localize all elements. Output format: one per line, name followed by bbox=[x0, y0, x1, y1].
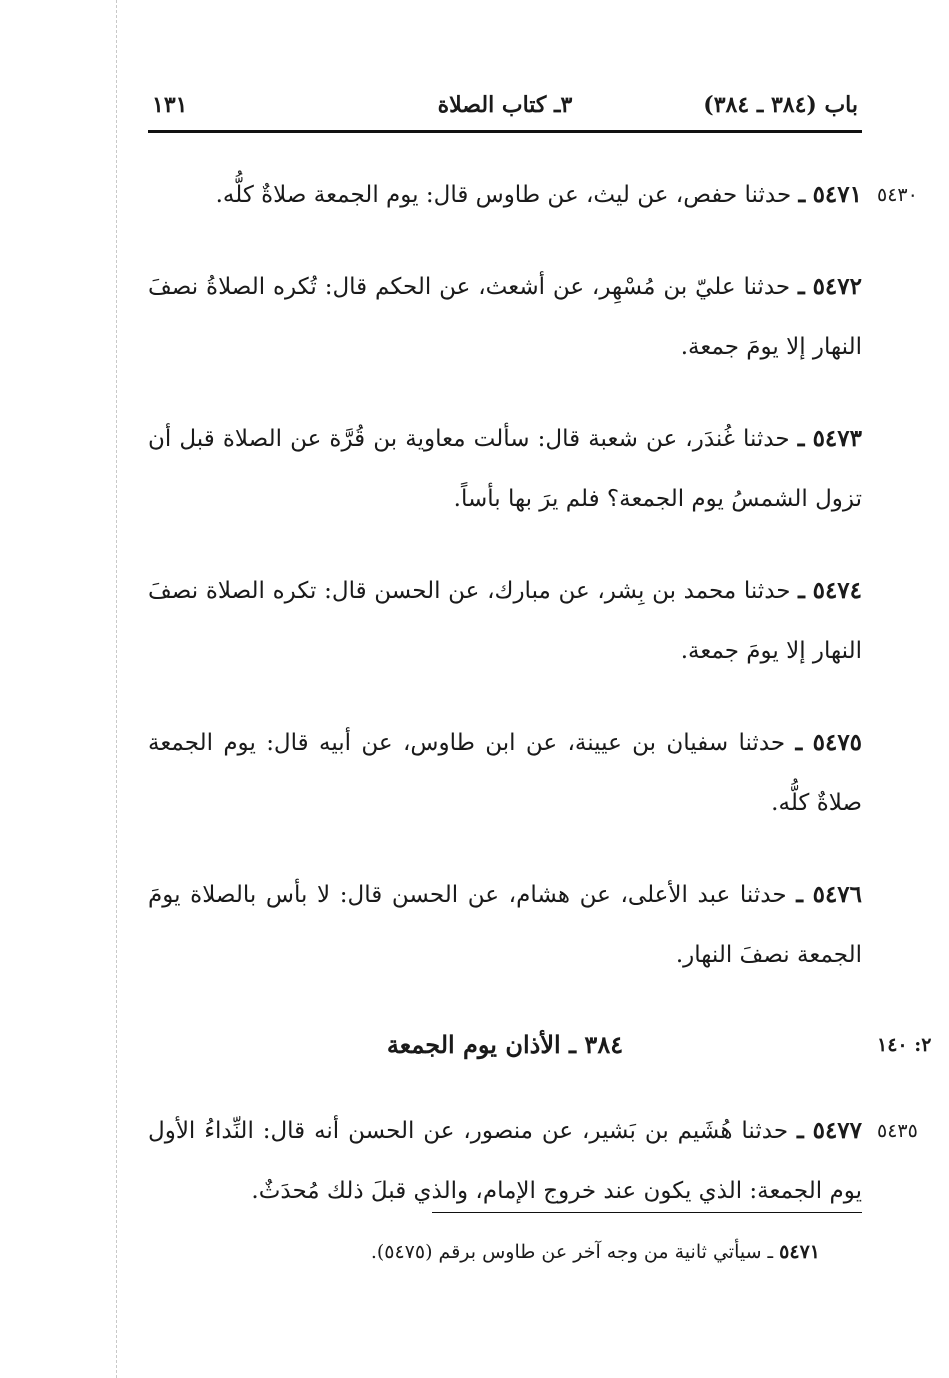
hadith-entry bbox=[148, 865, 862, 985]
chapter-heading bbox=[148, 1021, 932, 1069]
hadith-entry bbox=[148, 409, 862, 529]
book-title: ٣ـ كتاب الصلاة bbox=[437, 92, 573, 118]
page-number: ١٣١ bbox=[152, 92, 188, 118]
hadith-number: ٥٤٧٢ bbox=[812, 273, 862, 300]
hadith-dash: ـ bbox=[798, 181, 806, 208]
hadith-dash: ـ bbox=[797, 273, 805, 300]
footnote bbox=[300, 1232, 820, 1272]
hadith-dash: ـ bbox=[796, 1117, 804, 1144]
hadith-dash: ـ bbox=[795, 729, 803, 756]
hadith-text: حدثنا عليّ بن مُسْهِر، عن أشعث، عن الحكم قال: تُكره الصلاةُ نصفَ النهار إلا يومَ جمعة. bbox=[148, 274, 862, 360]
hadith-entry bbox=[148, 713, 862, 833]
hadith-dash: ـ bbox=[797, 425, 805, 452]
hadith-entry bbox=[148, 257, 862, 377]
hadith-dash: ـ bbox=[798, 577, 805, 604]
chapter-reference: باب (٣٨٤ ـ ٣٨٤) bbox=[703, 92, 858, 118]
book-page bbox=[148, 80, 932, 1221]
footnote-number: ٥٤٧١ bbox=[779, 1241, 820, 1263]
hadith-number: ٥٤٧٧ bbox=[812, 1117, 863, 1144]
hadith-number: ٥٤٧٣ bbox=[812, 425, 862, 452]
hadith-number: ٥٤٧٤ bbox=[812, 577, 863, 604]
footnote-divider bbox=[432, 1212, 862, 1213]
margin-reference: ٥٤٣٠ bbox=[877, 184, 918, 206]
hadith-entry bbox=[148, 1101, 918, 1221]
hadith-number: ٥٤٧٦ bbox=[812, 881, 863, 908]
chapter-title: ٣٨٤ ـ الأذان يوم الجمعة bbox=[386, 1030, 624, 1059]
footnote-text: ـ سيأتي ثانية من وجه آخر عن طاوس برقم (٥٤٧٥). bbox=[370, 1241, 774, 1263]
hadith-entry bbox=[148, 165, 918, 225]
hadith-number: ٥٤٧١ bbox=[812, 181, 862, 208]
running-header bbox=[148, 80, 862, 133]
hadith-text: حدثنا عبد الأعلى، عن هشام، عن الحسن قال: لا بأس بالصلاة يومَ الجمعة نصفَ النهار. bbox=[148, 882, 862, 968]
hadith-number: ٥٤٧٥ bbox=[812, 729, 863, 756]
hadith-text: حدثنا غُندَر، عن شعبة قال: سألت معاوية بن قُرَّة عن الصلاة قبل أن تزول الشمسُ يوم الجمعة؟ فلم يرَ بها بأساً. bbox=[148, 426, 862, 512]
margin-reference: ٢: ١٤٠ bbox=[877, 1034, 932, 1056]
margin-reference: ٥٤٣٥ bbox=[877, 1120, 918, 1142]
binding-line bbox=[116, 0, 117, 1378]
hadith-text: حدثنا محمد بن بِشر، عن مبارك، عن الحسن قال: تكره الصلاة نصفَ النهار إلا يومَ جمعة. bbox=[148, 578, 862, 664]
hadith-text: حدثنا سفيان بن عيينة، عن ابن طاوس، عن أبيه قال: يوم الجمعة صلاةٌ كلُّه. bbox=[148, 730, 862, 816]
hadith-dash: ـ bbox=[796, 881, 803, 908]
hadith-text: حدثنا هُشَيم بن بَشير، عن منصور، عن الحسن أنه قال: النِّداءُ الأول يوم الجمعة: الذي يكون عند خروج الإمام، والذي قبلَ ذلك مُحدَثٌ. bbox=[148, 1118, 862, 1204]
hadith-text: حدثنا حفص، عن ليث، عن طاوس قال: يوم الجمعة صلاةٌ كلُّه. bbox=[215, 182, 792, 208]
hadith-entry bbox=[148, 561, 862, 681]
